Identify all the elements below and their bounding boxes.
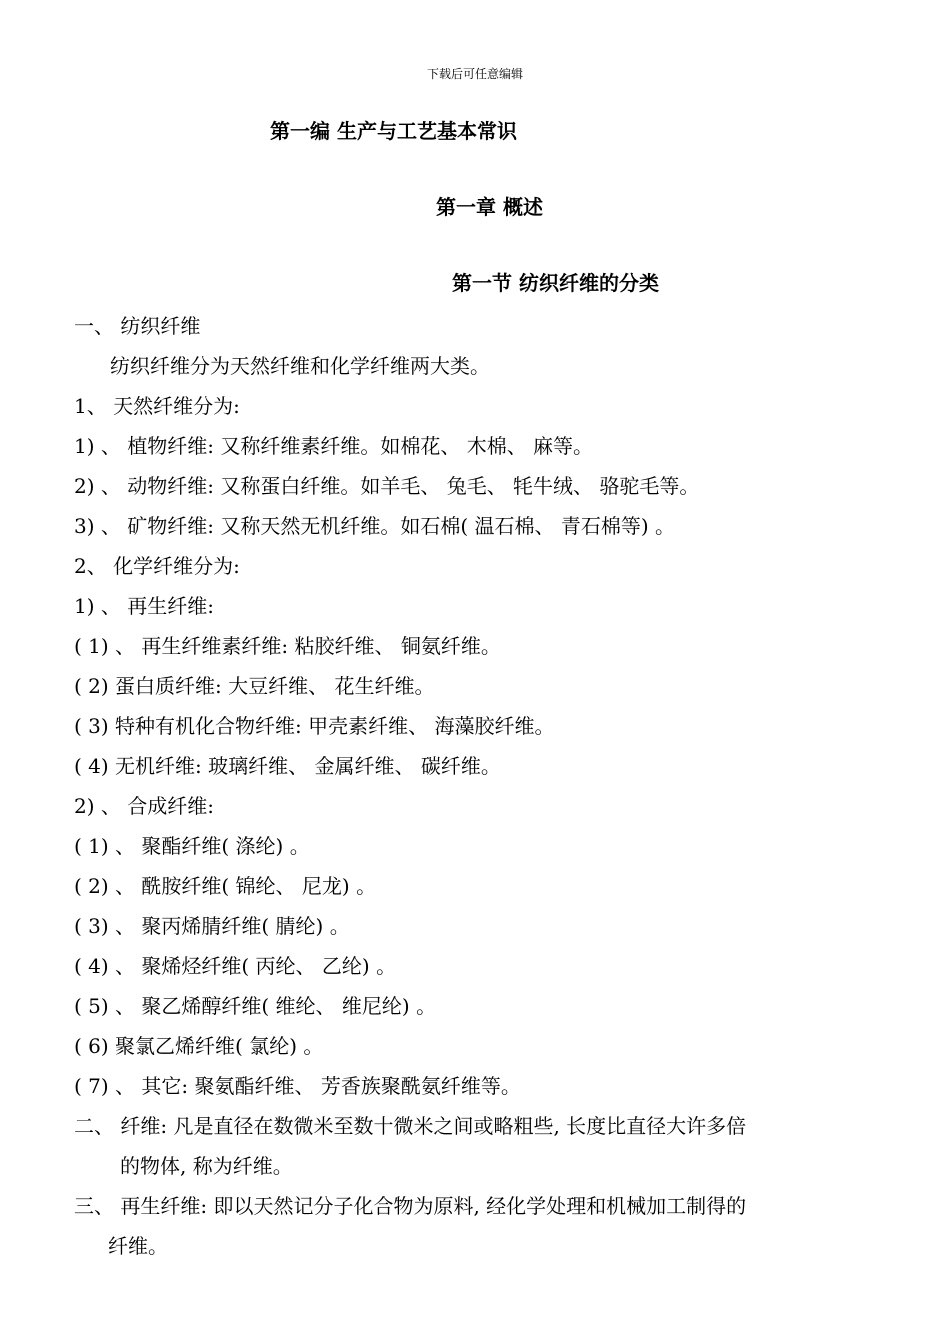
text-line-content: 2) 、 合成纤维:	[74, 794, 214, 818]
text-line-content: ( 1) 、 聚酯纤维( 涤纶) 。	[74, 834, 310, 858]
text-line	[0, 666, 950, 706]
text-line	[0, 346, 950, 386]
text-line	[0, 1146, 950, 1186]
text-line-content: ( 4) 无机纤维: 玻璃纤维、 金属纤维、 碳纤维。	[74, 754, 501, 778]
text-line	[0, 906, 950, 946]
text-line-content: 三、 再生纤维: 即以天然记分子化合物为原料, 经化学处理和机械加工制得的	[74, 1194, 747, 1218]
text-line	[0, 546, 950, 586]
text-line-content: 二、 纤维: 凡是直径在数微米至数十微米之间或略粗些, 长度比直径大许多倍	[74, 1114, 747, 1138]
text-line	[0, 386, 950, 426]
text-line-content: 纺织纤维分为天然纤维和化学纤维两大类。	[110, 354, 490, 378]
text-line-content: ( 1) 、 再生纤维素纤维: 粘胶纤维、 铜氨纤维。	[74, 634, 501, 658]
text-line	[0, 986, 950, 1026]
text-line-content: ( 2) 、 酰胺纤维( 锦纶、 尼龙) 。	[74, 874, 377, 898]
text-line	[0, 786, 950, 826]
text-line	[0, 426, 950, 466]
text-line	[0, 1066, 950, 1106]
text-line	[0, 306, 950, 346]
text-line-content: ( 5) 、 聚乙烯醇纤维( 维纶、 维尼纶) 。	[74, 994, 437, 1018]
text-line-content: 一、 纺织纤维	[74, 314, 201, 338]
text-line	[0, 626, 950, 666]
document-body	[0, 306, 950, 1266]
text-line	[0, 1026, 950, 1066]
text-line-content: ( 2) 蛋白质纤维: 大豆纤维、 花生纤维。	[74, 674, 435, 698]
part-title: 第一编 生产与工艺基本常识	[270, 119, 517, 143]
text-line	[0, 706, 950, 746]
text-line	[0, 946, 950, 986]
text-line-content: 3) 、 矿物纤维: 又称天然无机纤维。如石棉( 温石棉、 青石棉等) 。	[74, 514, 676, 538]
page-header: 下载后可任意编辑	[426, 67, 523, 81]
text-line	[0, 746, 950, 786]
text-line	[0, 586, 950, 626]
text-line-content: 1、 天然纤维分为:	[74, 394, 240, 418]
text-line-content: ( 4) 、 聚烯烃纤维( 丙纶、 乙纶) 。	[74, 954, 397, 978]
text-line-content: 的物体, 称为纤维。	[120, 1154, 293, 1178]
text-line	[0, 826, 950, 866]
text-line-content: 2) 、 动物纤维: 又称蛋白纤维。如羊毛、 兔毛、 牦牛绒、 骆驼毛等。	[74, 474, 700, 498]
text-line	[0, 1106, 950, 1146]
text-line	[0, 466, 950, 506]
section-title: 第一节 纺织纤维的分类	[452, 271, 659, 295]
text-line-content: 2、 化学纤维分为:	[74, 554, 240, 578]
text-line-content: ( 3) 、 聚丙烯腈纤维( 腈纶) 。	[74, 914, 350, 938]
text-line	[0, 866, 950, 906]
text-line	[0, 506, 950, 546]
chapter-title: 第一章 概述	[436, 195, 543, 219]
text-line-content: ( 3) 特种有机化合物纤维: 甲壳素纤维、 海藻胶纤维。	[74, 714, 555, 738]
text-line-content: 纤维。	[108, 1234, 168, 1258]
text-line-content: ( 6) 聚氯乙烯纤维( 氯纶) 。	[74, 1034, 324, 1058]
text-line-content: 1) 、 再生纤维:	[74, 594, 214, 618]
text-line	[0, 1226, 950, 1266]
text-line-content: 1) 、 植物纤维: 又称纤维素纤维。如棉花、 木棉、 麻等。	[74, 434, 594, 458]
text-line	[0, 1186, 950, 1226]
text-line-content: ( 7) 、 其它: 聚氨酯纤维、 芳香族聚酰氨纤维等。	[74, 1074, 521, 1098]
